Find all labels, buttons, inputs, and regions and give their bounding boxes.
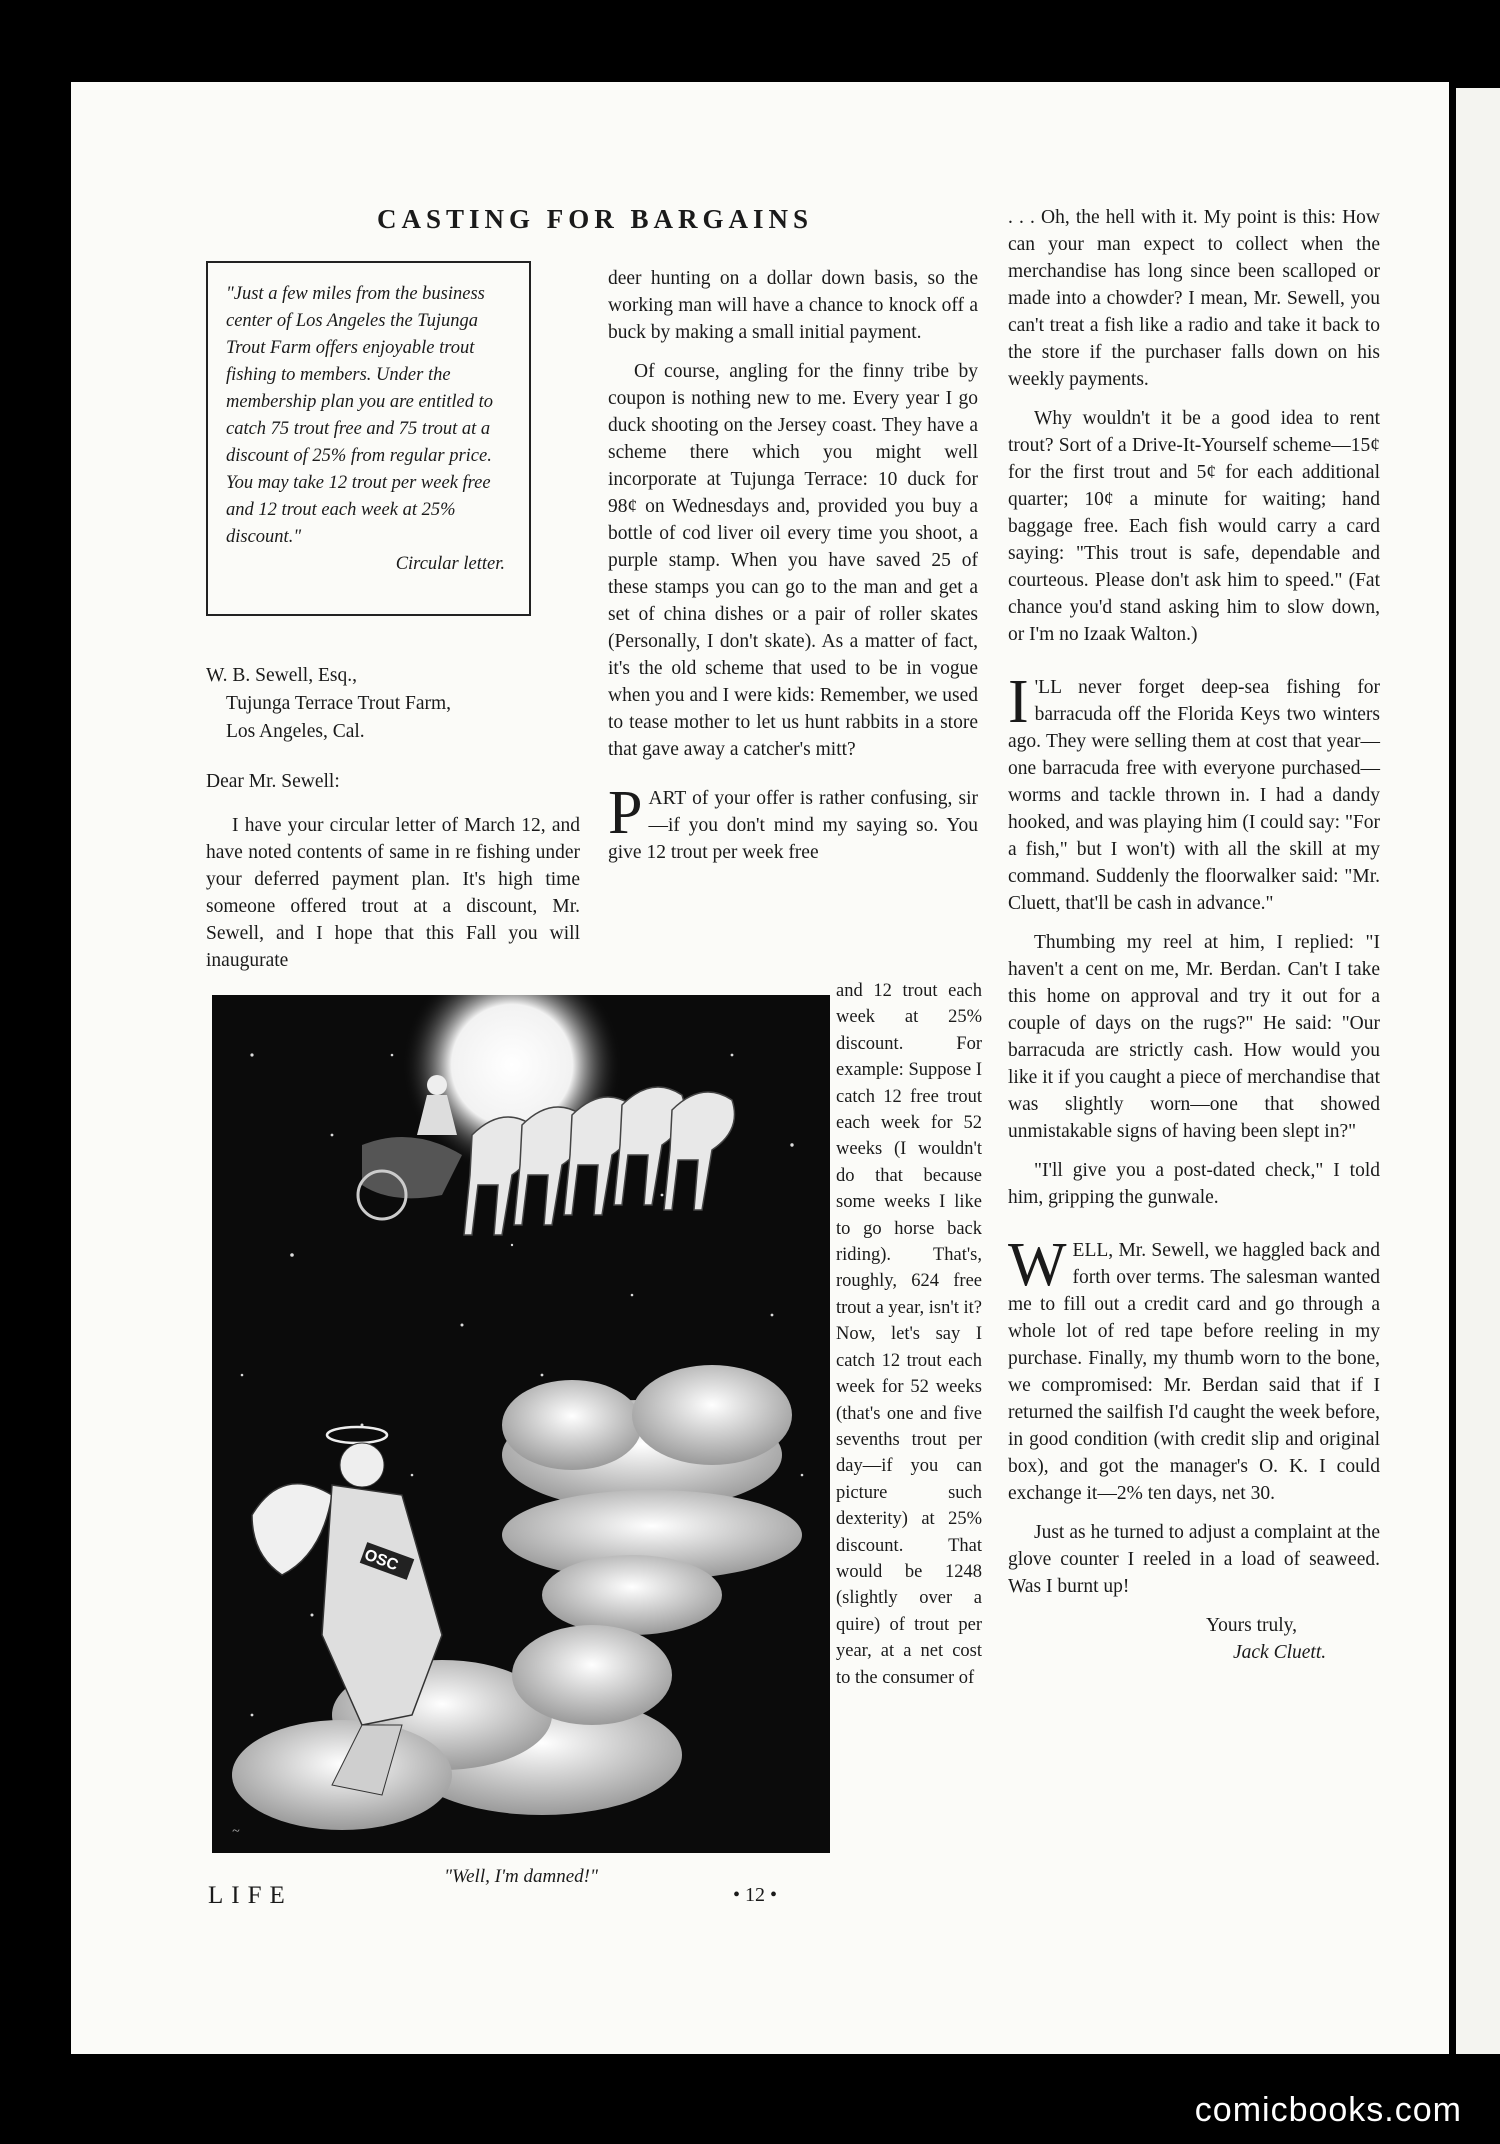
article-title: CASTING FOR BARGAINS [376,204,814,234]
paragraph-text: ART of your offer is rather confusing, sir—if you don't mind my saying so. You give 12 trout per week free [608,788,978,863]
address-line: Los Angeles, Cal. [226,721,365,742]
badge-label: OSC [361,1546,401,1575]
salutation: Dear Mr. Sewell: [206,771,340,792]
paragraph: Of course, angling for the finny tribe by coupon is nothing new to me. Every year I go duck shooting on the Jersey coast. They have a scheme there which you might well incorporate at Tujunga Terrace: 10 duck for 98¢ on Wednesdays and, provided you buy a bottle of cod liver oil every time you shoot, a purple stamp. When you have saved 25 of these stamps you can go to the man and get a set of china dishes or a pair of roller skates (Personally, I don't skate). As a matter of fact, it's the old scheme that used to be in vogue when you and I were kids: Remember, we used to tease mother to let us hunt rabbits in a store that gave away a catcher's mitt? [608,361,978,760]
paragraph: Just as he turned to adjust a complaint at the glove counter I reeled in a load of seaweed. Was I burnt up! [1008,1522,1380,1597]
drop-cap: I [1008,668,1029,736]
magazine-name: LIFE [208,1882,293,1909]
cartoon-drawing [212,995,830,1853]
drop-cap: P [608,779,643,847]
column-2-narrow [836,978,982,1703]
paragraph-text: ELL, Mr. Sewell, we haggled back and forth over terms. The salesman wanted me to fill out a credit card and go through a whole lot of red tape before reeling in my purchase. Finally, my thumb worn to the bone, we compromised: Mr. Berdan said that if I returned the sailfish I'd caught the week before, in good condition (with credit slip and original box), and got the manager's O. K. I could exchange it—2% ten days, net 30. [1008,1240,1380,1504]
paragraph [608,779,978,866]
watermark: comicbooks.com [1194,2091,1462,2129]
paragraph: Thumbing my reel at him, I replied: "I haven't a cent on me, Mr. Berdan. Can't I take this home on approval and try it out for a couple of days on the rugs?" He said: "Our barracuda are strictly cash. How would you like it if you caught a piece of merchandise that was slightly worn—one that showed unmistakable signs of having been slept in?" [1008,932,1380,1142]
page-number: • 12 • [733,1884,778,1906]
paragraph: "I'll give you a post-dated check," I told him, gripping the gunwale. [1008,1160,1380,1208]
column-3 [1008,204,1380,1666]
paragraph: . . . Oh, the hell with it. My point is this: How can your man expect to collect when the merchandise has long since been scalloped or made into a chowder? I mean, Mr. Sewell, you can't treat a fish like a radio and take it back to the store if the purchaser falls down on his weekly payments. [1008,207,1380,390]
paragraph: I have your circular letter of March 12, and have noted contents of same in re fishing under your deferred payment plan. It's high time someone offered trout at a discount, Mr. Sewell, and I hope that this Fall you will inaugurate [206,815,580,971]
closing: Yours truly, [1206,1615,1298,1636]
paragraph: deer hunting on a dollar down basis, so the working man will have a chance to knock off a buck by making a small initial payment. [608,268,978,343]
paragraph [1008,1231,1380,1507]
paragraph-text: 'LL never forget deep-sea fishing for barracuda off the Florida Keys two winters ago. They were selling them at cost that year—one barracuda free with everyone purchased—worms and tackle thrown in. I had a dandy hooked, and was playing him (I could say: "For a fish," but I won't) with all the skill at my command. Suddenly the floorwalker said: "Mr. Cluett, that'll be cash in advance." [1008,677,1380,914]
address-block [206,662,451,796]
paragraph: and 12 trout each week at 25% discount. For example: Suppose I catch 12 free trout each week for 52 weeks (I wouldn't do that because some weeks I like to go horse back riding). That's, roughly, 624 free trout a year, isn't it? Now, let's say I catch 12 trout each week for 52 weeks (that's one and five sevenths trout per day—if you can picture such dexterity) at 25% discount. That would be 1248 (slightly over a quire) of trout per year, at a net cost to the consumer of [836,981,982,1688]
quote-box [206,261,531,616]
cartoon-caption: "Well, I'm damned!" [444,1866,598,1887]
signature: Jack Cluett. [1233,1642,1327,1663]
quote-text: "Just a few miles from the business center of Los Angeles the Tujunga Trout Farm offers enjoyable trout fishing to members. Under the membership plan you are entitled to catch 75 trout free and 75 trout at a discount of 25% from regular price. You may take 12 trout per week free and 12 trout each week at 25% discount." [226,284,494,547]
address-line: Tujunga Terrace Trout Farm, [226,693,452,714]
column-2-top [608,265,978,878]
artist-signature-mark: ~ [232,1824,240,1839]
paragraph: Why wouldn't it be a good idea to rent trout? Sort of a Drive-It-Yourself scheme—15¢ for the first trout and 5¢ for each additional quarter; 10¢ a minute for waiting; hand baggage free. Each fish would carry a card saying: "This trout is safe, dependable and courteous. Please don't ask him to speed." (Fat chance you'd stand asking him to slow down, or I'm no Izaak Walton.) [1008,408,1380,645]
cartoon-illustration [212,995,830,1853]
adjacent-page-edge [1456,88,1500,2054]
quote-source: Circular letter. [395,554,505,574]
paragraph [1008,668,1380,917]
address-line: W. B. Sewell, Esq., [206,665,357,686]
drop-cap: W [1008,1231,1067,1299]
column-1 [206,812,580,986]
